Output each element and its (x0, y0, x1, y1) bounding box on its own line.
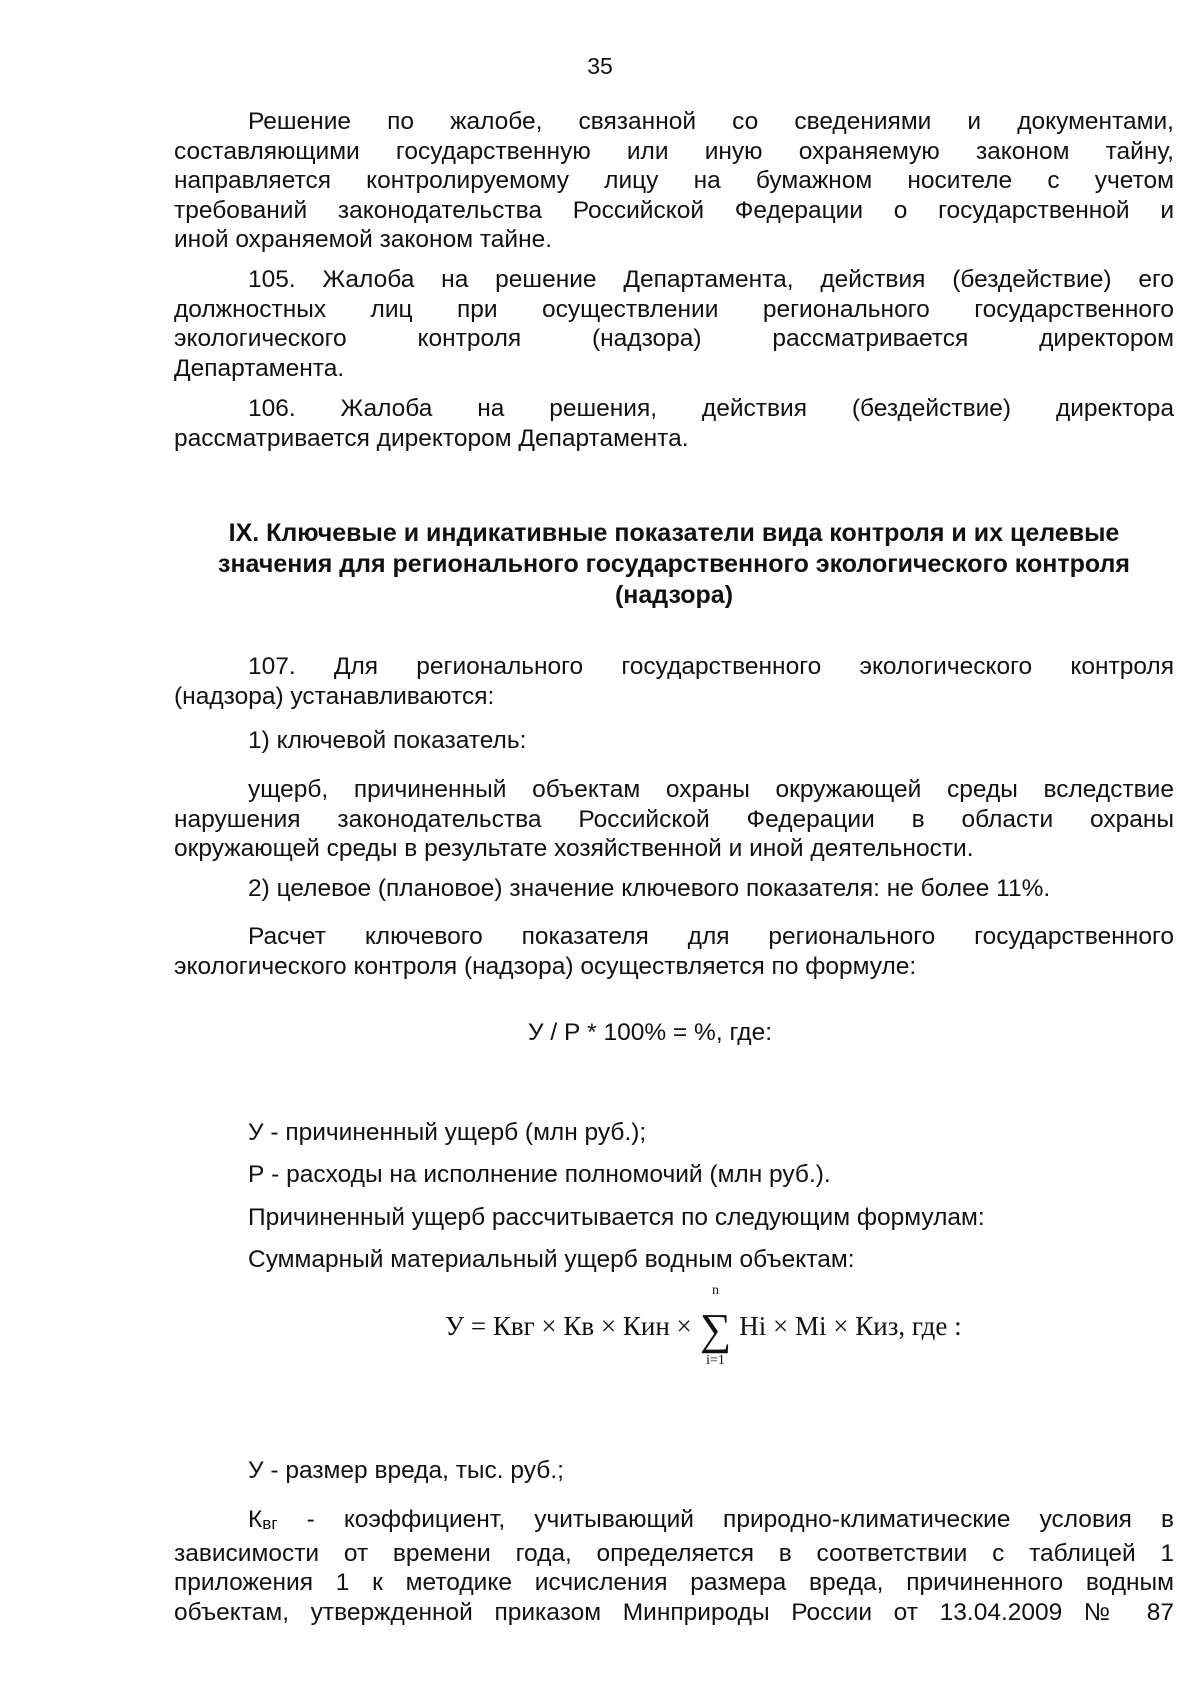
text-line: 106. Жалоба на решения, действия (бездействие) директора (248, 395, 1174, 422)
paragraph-105 (174, 265, 1174, 383)
text-line: зависимости от времени года, определяется в соответствии с таблицей 1 (174, 1539, 1174, 1567)
definition-u2 (174, 1456, 1174, 1486)
text-line: 107. Для регионального государственного экологического контроля (248, 653, 1174, 680)
text-line (174, 1505, 1174, 1539)
text-line: У - причиненный ущерб (млн руб.); (248, 1119, 647, 1146)
paragraph-106 (174, 394, 1174, 453)
text-line: экологического контроля (надзора) рассматривается директором (174, 325, 1174, 352)
kvg-text: - коэффициент, учитывающий природно-климатические условия в (277, 1506, 1174, 1533)
text-line: составляющими государственную или иную охраняемую законом тайну, (174, 137, 1174, 165)
page-number: 35 (587, 53, 613, 79)
paragraph-damage-formulas (174, 1203, 1174, 1233)
section-heading-ix (174, 518, 1174, 611)
text-line: должностных лиц при осуществлении регионального государственного (174, 295, 1174, 323)
text-line: У - размер вреда, тыс. руб.; (248, 1457, 564, 1484)
formula-ratio: У / Р * 100% = %, где: (527, 1019, 773, 1046)
text-line: Р - расходы на исполнение полномочий (млн руб.). (248, 1161, 831, 1188)
paragraph-damage-definition (174, 775, 1174, 864)
text-line: объектам, утвержденной приказом Минприроды России от 13.04.2009 № 87 (174, 1598, 1174, 1626)
text-line: (надзора) устанавливаются: (174, 682, 495, 710)
text-line: 2) целевое (плановое) значение ключевого показателя: не более 11%. (248, 875, 1051, 902)
definition-kvg (174, 1505, 1174, 1627)
text-line: требований законодательства Российской Федерации о государственной и (174, 196, 1174, 224)
text-line: направляется контролируемому лицу на бумажном носителе с учетом (174, 167, 1174, 194)
list-item-target-value (174, 874, 1174, 904)
text-line: нарушения законодательства Российской Федерации в области охраны (174, 805, 1174, 833)
text-line: ущерб, причиненный объектам охраны окружающей среды вследствие (248, 776, 1174, 803)
text-line: 1) ключевой показатель: (248, 727, 527, 754)
text-line: Департамента. (174, 354, 345, 382)
text-line: Суммарный материальный ущерб водным объектам: (248, 1246, 855, 1273)
heading-line: IX. Ключевые и индикативные показатели вида контроля и их целевые (228, 519, 1120, 547)
kvg-symbol: К (248, 1506, 263, 1533)
text-line: Причиненный ущерб рассчитывается по следующим формулам: (248, 1204, 985, 1231)
sum-lower-limit: i=1 (706, 1353, 725, 1368)
sigma-icon: ∑ (699, 1305, 732, 1354)
paragraph-107 (174, 652, 1174, 711)
formula-right: Hi × Mi × Киз, где : (739, 1311, 962, 1341)
text-line: рассматривается директором Департамента. (174, 424, 689, 452)
text-line: окружающей среды в результате хозяйственной и иной деятельности. (174, 835, 974, 862)
heading-line: значения для регионального государственного экологического контроля (218, 550, 1130, 578)
paragraph-complaint-decision (174, 107, 1174, 255)
summation (699, 1283, 733, 1368)
text-line: иной охраняемой законом тайне. (174, 226, 553, 253)
text-line: 105. Жалоба на решение Департамента, действия (бездействие) его (248, 266, 1174, 293)
formula-water-damage (445, 1283, 962, 1368)
list-item-key-indicator (174, 726, 1174, 756)
text-line: экологического контроля (надзора) осуществляется по формуле: (174, 952, 917, 980)
formula-left: У = Квг × Кв × Кин × (445, 1311, 692, 1341)
text-line: приложения 1 к методике исчисления размера вреда, причиненного водным (174, 1569, 1174, 1596)
paragraph-calculation (174, 922, 1174, 981)
definition-r (174, 1160, 1174, 1190)
text-line: Решение по жалобе, связанной со сведениями и документами, (248, 108, 1174, 135)
sum-upper-limit: n (712, 1283, 720, 1298)
paragraph-water-damage (174, 1245, 1174, 1275)
text-line: Расчет ключевого показателя для регионального государственного (248, 923, 1174, 950)
kvg-subscript: вг (262, 1514, 278, 1533)
heading-line: (надзора) (614, 581, 734, 609)
definition-u (174, 1118, 1174, 1148)
